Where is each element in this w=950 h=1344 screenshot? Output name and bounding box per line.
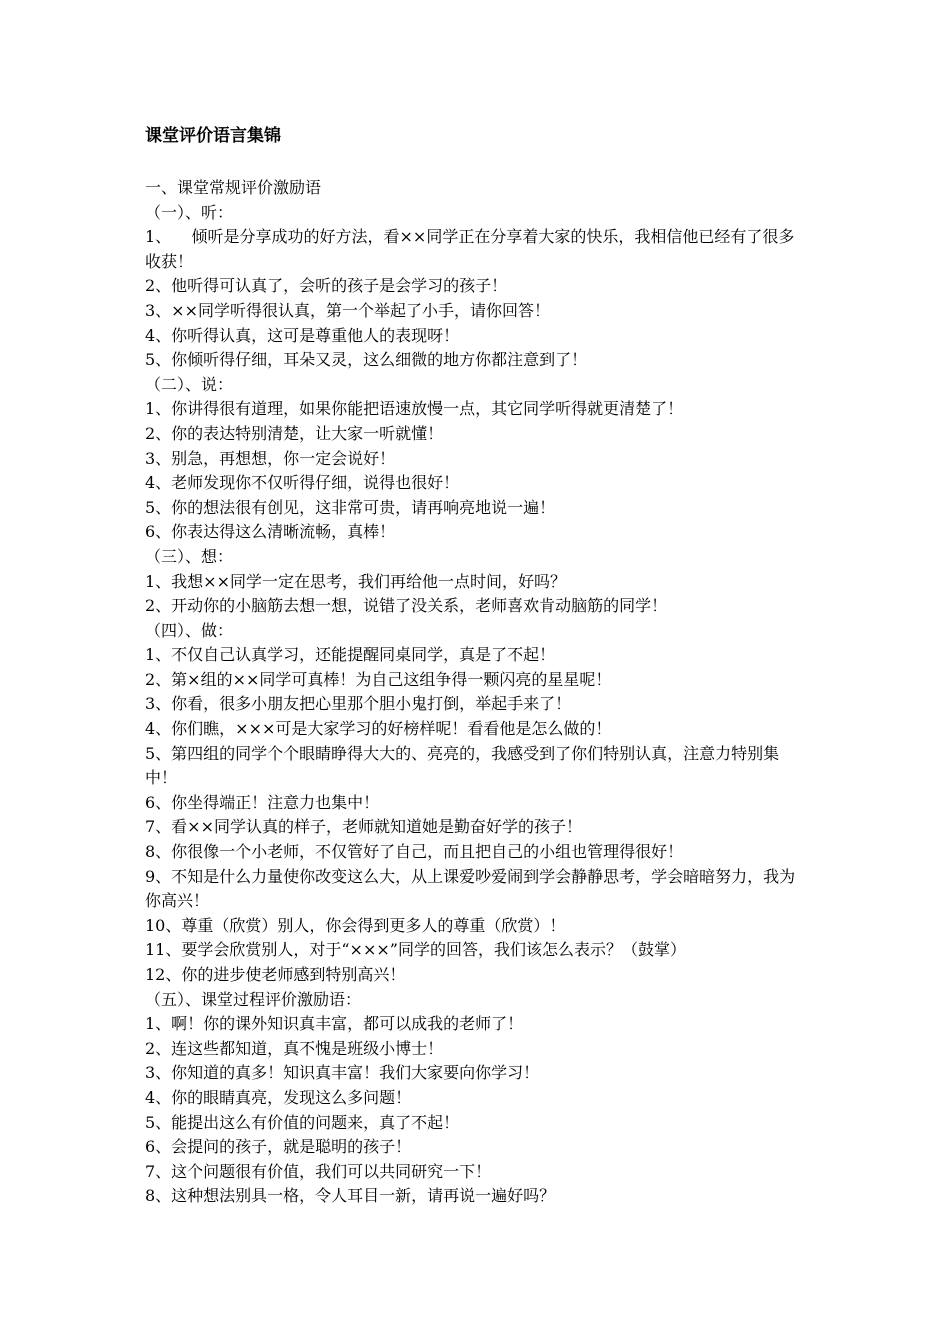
document-line: 1、 倾听是分享成功的好方法，看××同学正在分享着大家的快乐，我相信他已经有了很多收获！	[145, 227, 795, 271]
document-line: 2、开动你的小脑筋去想一想，说错了没关系，老师喜欢肯动脑筋的同学！	[145, 596, 668, 616]
document-page	[145, 124, 810, 1209]
document-line: 7、这个问题很有价值，我们可以共同研究一下！	[145, 1161, 492, 1181]
document-line: 10、尊重（欣赏）别人，你会得到更多人的尊重（欣赏）！	[145, 915, 566, 935]
document-line: 7、看××同学认真的样子，老师就知道她是勤奋好学的孩子！	[145, 817, 582, 837]
document-line: 3、××同学听得很认真，第一个举起了小手，请你回答！	[145, 300, 550, 320]
document-line: 2、他听得可认真了，会听的孩子是会学习的孩子！	[145, 276, 508, 296]
document-line: 4、你的眼睛真亮，发现这么多问题！	[145, 1087, 412, 1107]
document-line: 4、你们瞧，×××可是大家学习的好榜样呢！看看他是怎么做的！	[145, 719, 612, 739]
document-line: 11、要学会欣赏别人，对于“×××”同学的回答，我们该怎么表示？（鼓掌）	[145, 940, 686, 960]
document-line: 6、你坐得端正！注意力也集中！	[145, 792, 380, 812]
document-line: 4、老师发现你不仅听得仔细，说得也很好！	[145, 473, 460, 493]
document-line: 3、别急，再想想，你一定会说好！	[145, 448, 396, 468]
document-line: 8、这种想法别具一格，令人耳目一新，请再说一遍好吗？	[145, 1186, 556, 1206]
document-line: 5、第四组的同学个个眼睛睁得大大的、亮亮的，我感受到了你们特别认真，注意力特别集中！	[145, 743, 780, 788]
document-line: 5、能提出这么有价值的问题来，真了不起！	[145, 1112, 460, 1132]
document-line: 9、不知是什么力量使你改变这么大，从上课爱吵爱闹到学会静静思考，学会暗暗努力，我为你高兴！	[145, 866, 796, 911]
document-line: 1、你讲得很有道理，如果你能把语速放慢一点，其它同学听得就更清楚了！	[145, 399, 684, 419]
document-line: 2、连这些都知道，真不愧是班级小博士！	[145, 1038, 444, 1058]
document-line: （五）、课堂过程评价激励语：	[145, 989, 362, 1009]
document-line: 6、会提问的孩子，就是聪明的孩子！	[145, 1137, 412, 1157]
title-spacer	[145, 148, 810, 176]
document-line: 5、你倾听得仔细，耳朵又灵，这么细微的地方你都注意到了！	[145, 350, 588, 370]
document-line: 5、你的想法很有创见，这非常可贵，请再响亮地说一遍！	[145, 497, 556, 517]
document-line: 2、你的表达特别清楚，让大家一听就懂！	[145, 423, 444, 443]
document-line: 3、你知道的真多！知识真丰富！我们大家要向你学习！	[145, 1063, 540, 1083]
document-line: 1、啊！你的课外知识真丰富，都可以成我的老师了！	[145, 1014, 524, 1034]
document-line: 8、你很像一个小老师，不仅管好了自己，而且把自己的小组也管理得很好！	[145, 842, 684, 862]
document-line: 1、不仅自己认真学习，还能提醒同桌同学，真是了不起！	[145, 645, 556, 665]
document-line: （一）、听：	[145, 202, 234, 222]
document-line: 3、你看，很多小朋友把心里那个胆小鬼打倒，举起手来了！	[145, 694, 572, 714]
document-line: 一、课堂常规评价激励语	[145, 178, 322, 197]
document-line: 1、我想××同学一定在思考，我们再给他一点时间，好吗？	[145, 571, 566, 591]
document-line: （四）、做：	[145, 620, 234, 640]
document-line: 12、你的进步使老师感到特别高兴！	[145, 965, 406, 984]
document-line: 6、你表达得这么清晰流畅，真棒！	[145, 522, 396, 542]
document-line: 2、第×组的××同学可真棒！为自己这组争得一颗闪亮的星星呢！	[145, 669, 612, 689]
document-body	[145, 176, 810, 1209]
document-title: 课堂评价语言集锦	[145, 126, 281, 146]
document-line: （三）、想：	[145, 546, 234, 566]
document-line: （二）、说：	[145, 374, 234, 394]
document-line: 4、你听得认真，这可是尊重他人的表现呀！	[145, 325, 460, 345]
